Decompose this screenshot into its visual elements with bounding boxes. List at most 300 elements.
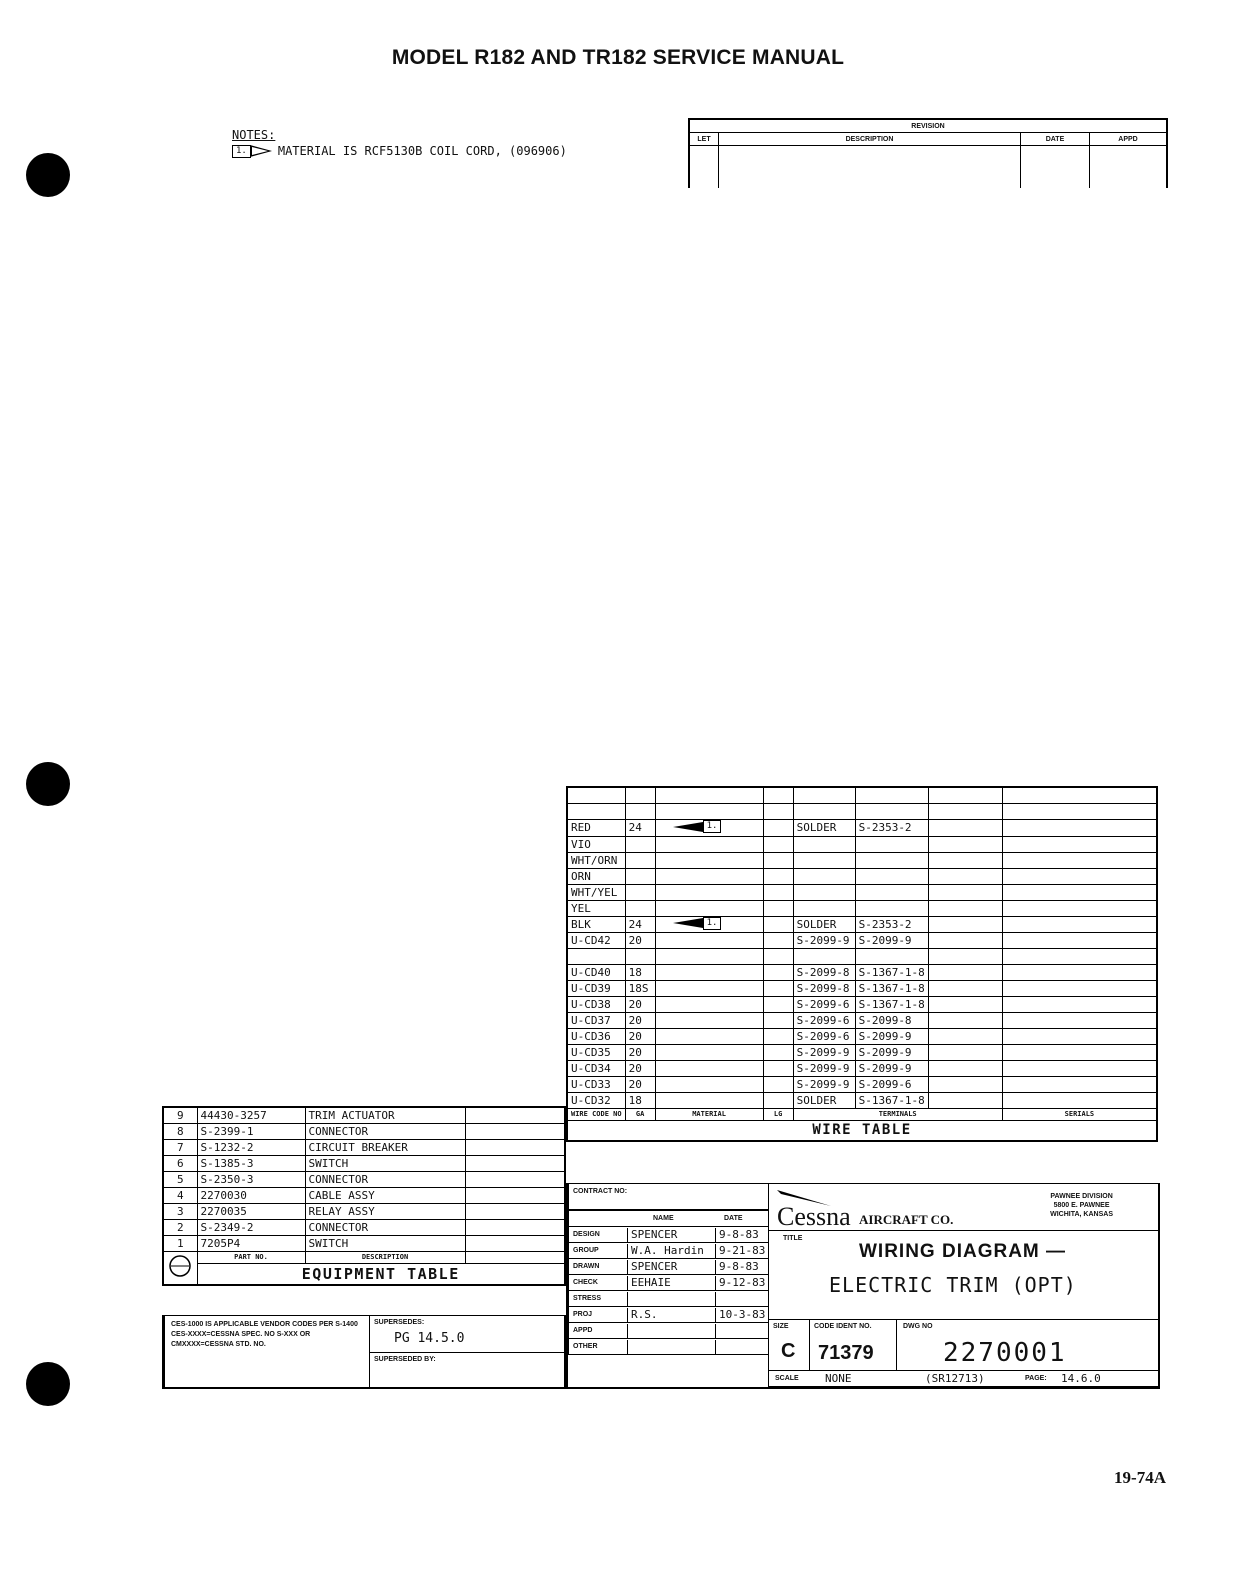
table-row bbox=[567, 836, 1157, 852]
wire-code: U-CD38 bbox=[567, 997, 625, 1013]
equip-desc: CONNECTOR bbox=[305, 1124, 465, 1140]
equip-extra bbox=[465, 1107, 565, 1124]
supersedes-label: SUPERSEDES: bbox=[374, 1319, 425, 1326]
wire-terminal-b: S-2099-9 bbox=[855, 933, 928, 949]
revision-title: REVISION bbox=[689, 119, 1167, 133]
name-label: NAME bbox=[653, 1215, 674, 1222]
wire-lg bbox=[763, 1029, 793, 1045]
wire-material bbox=[655, 836, 763, 852]
size-cell bbox=[768, 1319, 810, 1371]
table-row bbox=[567, 1013, 1157, 1029]
superseded-by-label: SUPERSEDED BY: bbox=[374, 1356, 436, 1363]
equip-item: 2 bbox=[163, 1220, 197, 1236]
wire-material bbox=[655, 997, 763, 1013]
supersedes-value: PG 14.5.0 bbox=[394, 1331, 465, 1346]
wire-extra bbox=[928, 949, 1002, 965]
signoff-role: CHECK bbox=[573, 1279, 598, 1286]
revision-col-date: DATE bbox=[1021, 133, 1090, 146]
wire-extra bbox=[928, 965, 1002, 981]
equip-item: 3 bbox=[163, 1204, 197, 1220]
equip-extra bbox=[465, 1124, 565, 1140]
drawing-title: WIRING DIAGRAM — bbox=[859, 1241, 1067, 1262]
wire-material bbox=[655, 949, 763, 965]
wire-material bbox=[655, 852, 763, 868]
equip-part: 2270035 bbox=[197, 1204, 305, 1220]
wire-extra bbox=[928, 820, 1002, 837]
wire-ga bbox=[625, 836, 655, 852]
wire-code: WHT/ORN bbox=[567, 852, 625, 868]
equip-desc: CONNECTOR bbox=[305, 1220, 465, 1236]
wire-terminal-a: S-2099-9 bbox=[793, 1061, 855, 1077]
equip-extra bbox=[465, 1172, 565, 1188]
wire-serials bbox=[1002, 868, 1157, 884]
equip-desc: SWITCH bbox=[305, 1156, 465, 1172]
signoff-date bbox=[715, 1340, 719, 1354]
wire-terminal-a bbox=[793, 900, 855, 916]
wire-extra bbox=[928, 1029, 1002, 1045]
wire-terminal-a: S-2099-8 bbox=[793, 965, 855, 981]
wire-ga bbox=[625, 884, 655, 900]
wire-extra bbox=[928, 1093, 1002, 1109]
equip-desc: TRIM ACTUATOR bbox=[305, 1107, 465, 1124]
date-label: DATE bbox=[724, 1215, 743, 1222]
company-suffix: AIRCRAFT CO. bbox=[859, 1212, 954, 1227]
page-number: 19-74A bbox=[1114, 1468, 1166, 1487]
wire-terminal-b bbox=[855, 884, 928, 900]
wire-code: U-CD39 bbox=[567, 981, 625, 997]
revision-col-appd: APPD bbox=[1090, 133, 1168, 146]
wire-material bbox=[655, 900, 763, 916]
contract-label: CONTRACT NO: bbox=[573, 1188, 628, 1195]
signoff-role: DESIGN bbox=[573, 1231, 600, 1238]
table-row bbox=[163, 1236, 565, 1252]
wire-extra bbox=[928, 1077, 1002, 1093]
signoff-role: STRESS bbox=[573, 1295, 602, 1302]
wire-extra bbox=[928, 884, 1002, 900]
wire-code: BLK bbox=[567, 916, 625, 933]
wire-lg bbox=[763, 965, 793, 981]
wire-material bbox=[655, 933, 763, 949]
punch-hole-icon bbox=[26, 1362, 70, 1406]
size-label: SIZE bbox=[773, 1323, 789, 1330]
equip-item: 9 bbox=[163, 1107, 197, 1124]
wire-terminal-a: S-2099-6 bbox=[793, 1013, 855, 1029]
wire-extra bbox=[928, 916, 1002, 933]
equip-desc: CIRCUIT BREAKER bbox=[305, 1140, 465, 1156]
title-cell bbox=[768, 1230, 1160, 1320]
wire-code: VIO bbox=[567, 836, 625, 852]
equip-extra bbox=[465, 1220, 565, 1236]
page-title: MODEL R182 AND TR182 SERVICE MANUAL bbox=[391, 46, 845, 69]
punch-hole-icon bbox=[26, 762, 70, 806]
table-row bbox=[567, 965, 1157, 981]
sr-value: (SR12713) bbox=[925, 1372, 985, 1385]
wire-terminal-b: S-2353-2 bbox=[855, 820, 928, 837]
page-value: 14.6.0 bbox=[1061, 1372, 1101, 1385]
wire-serials bbox=[1002, 997, 1157, 1013]
wire-table-title: WIRE TABLE bbox=[567, 1121, 1157, 1142]
wire-extra bbox=[928, 836, 1002, 852]
equip-extra bbox=[465, 1156, 565, 1172]
superseded-by-cell bbox=[369, 1352, 566, 1389]
equip-item: 5 bbox=[163, 1172, 197, 1188]
table-row bbox=[567, 933, 1157, 949]
wire-col-ga: GA bbox=[625, 1109, 655, 1121]
equip-desc: CABLE ASSY bbox=[305, 1188, 465, 1204]
wire-ga: 18S bbox=[625, 981, 655, 997]
signoff-role: DRAWN bbox=[573, 1263, 600, 1270]
wire-lg bbox=[763, 933, 793, 949]
equipment-table-title: EQUIPMENT TABLE bbox=[197, 1264, 565, 1286]
wire-terminal-a: S-2099-9 bbox=[793, 1077, 855, 1093]
wire-terminal-a: S-2099-9 bbox=[793, 933, 855, 949]
address-line-1: 5800 E. PAWNEE bbox=[1053, 1202, 1110, 1209]
equip-item: 8 bbox=[163, 1124, 197, 1140]
code-ident-value: 71379 bbox=[818, 1342, 874, 1364]
signoff-row bbox=[568, 1259, 769, 1275]
table-row bbox=[163, 1107, 565, 1124]
table-row bbox=[567, 1093, 1157, 1109]
wire-lg bbox=[763, 916, 793, 933]
note-text: MATERIAL IS RCF5130B COIL CORD, (096906) bbox=[277, 144, 567, 158]
wire-terminal-a: S-2099-8 bbox=[793, 981, 855, 997]
signoff-name bbox=[627, 1340, 631, 1354]
wire-material: 1. bbox=[655, 916, 763, 933]
table-row bbox=[567, 1061, 1157, 1077]
signoff-role: APPD bbox=[573, 1327, 593, 1334]
wire-code: U-CD36 bbox=[567, 1029, 625, 1045]
table-row bbox=[163, 1156, 565, 1172]
wire-extra bbox=[928, 1013, 1002, 1029]
wire-col-code: WIRE CODE NO bbox=[567, 1109, 625, 1121]
wire-terminal-b: S-1367-1-8 bbox=[855, 965, 928, 981]
code-ident-cell bbox=[809, 1319, 897, 1371]
wire-terminal-a: S-2099-9 bbox=[793, 1045, 855, 1061]
equip-part: S-1232-2 bbox=[197, 1140, 305, 1156]
revision-col-let: LET bbox=[689, 133, 719, 146]
company-cell bbox=[768, 1183, 1160, 1231]
equipment-table bbox=[162, 1106, 566, 1286]
signoff-header bbox=[568, 1210, 769, 1227]
signoff-name: SPENCER bbox=[627, 1260, 677, 1274]
wire-terminal-a: S-2099-6 bbox=[793, 1029, 855, 1045]
wire-ga: 24 bbox=[625, 916, 655, 933]
wire-lg bbox=[763, 1045, 793, 1061]
wire-ga: 20 bbox=[625, 933, 655, 949]
wire-material bbox=[655, 1061, 763, 1077]
dwg-no-value: 2270001 bbox=[943, 1338, 1067, 1368]
table-row bbox=[567, 916, 1157, 933]
wire-lg bbox=[763, 884, 793, 900]
table-row bbox=[567, 949, 1157, 965]
wire-terminal-a bbox=[793, 836, 855, 852]
wire-material bbox=[655, 965, 763, 981]
table-row bbox=[567, 884, 1157, 900]
page-label: PAGE: bbox=[1025, 1375, 1047, 1382]
wire-material bbox=[655, 868, 763, 884]
equip-item: 4 bbox=[163, 1188, 197, 1204]
wire-code: U-CD35 bbox=[567, 1045, 625, 1061]
wire-ga: 20 bbox=[625, 1045, 655, 1061]
wire-col-serials: SERIALS bbox=[1002, 1109, 1157, 1121]
signoff-date: 9-21-83 bbox=[715, 1244, 765, 1258]
signoff-row bbox=[568, 1227, 769, 1243]
signoff-row bbox=[568, 1275, 769, 1291]
wire-ga: 18 bbox=[625, 965, 655, 981]
wire-code: U-CD34 bbox=[567, 1061, 625, 1077]
equip-extra bbox=[465, 1236, 565, 1252]
wire-ga: 20 bbox=[625, 1029, 655, 1045]
wire-code: U-CD37 bbox=[567, 1013, 625, 1029]
revision-col-description: DESCRIPTION bbox=[719, 133, 1021, 146]
wire-code: WHT/YEL bbox=[567, 884, 625, 900]
signoff-row bbox=[568, 1307, 769, 1323]
signoff-name: SPENCER bbox=[627, 1228, 677, 1242]
wire-code: U-CD32 bbox=[567, 1093, 625, 1109]
signoff-row bbox=[568, 1243, 769, 1259]
wire-terminal-a bbox=[793, 852, 855, 868]
signoff-row bbox=[568, 1339, 769, 1355]
wire-code: U-CD33 bbox=[567, 1077, 625, 1093]
ces-block bbox=[162, 1315, 566, 1389]
wire-terminal-a bbox=[793, 868, 855, 884]
supersedes-cell bbox=[369, 1315, 566, 1353]
signoff-date: 9-8-83 bbox=[715, 1260, 759, 1274]
wire-serials bbox=[1002, 1061, 1157, 1077]
table-row bbox=[163, 1220, 565, 1236]
wire-material: 1. bbox=[655, 820, 763, 837]
division: PAWNEE DIVISION bbox=[1050, 1193, 1113, 1200]
table-row bbox=[567, 981, 1157, 997]
wire-col-material: MATERIAL bbox=[655, 1109, 763, 1121]
wire-material bbox=[655, 1029, 763, 1045]
wire-material bbox=[655, 1077, 763, 1093]
wire-lg bbox=[763, 852, 793, 868]
wire-lg bbox=[763, 997, 793, 1013]
wire-lg bbox=[763, 949, 793, 965]
wire-ga bbox=[625, 852, 655, 868]
wire-lg bbox=[763, 900, 793, 916]
wire-material bbox=[655, 1013, 763, 1029]
flag-number: 1. bbox=[232, 145, 251, 158]
wire-serials bbox=[1002, 1077, 1157, 1093]
equip-part: 2270030 bbox=[197, 1188, 305, 1204]
wire-serials bbox=[1002, 916, 1157, 933]
wire-extra bbox=[928, 981, 1002, 997]
wire-serials bbox=[1002, 981, 1157, 997]
title-block bbox=[566, 1183, 1160, 1389]
wire-ga: 20 bbox=[625, 1077, 655, 1093]
wire-extra bbox=[928, 933, 1002, 949]
scale-row bbox=[768, 1370, 1160, 1387]
signoff-name: EEHAIE bbox=[627, 1276, 671, 1290]
table-row bbox=[163, 1140, 565, 1156]
equip-part: S-2349-2 bbox=[197, 1220, 305, 1236]
equip-col-part: PART NO. bbox=[197, 1252, 305, 1264]
dwg-no-cell bbox=[896, 1319, 1160, 1371]
signoff-date: 10-3-83 bbox=[715, 1308, 765, 1322]
wire-terminal-b: S-2099-6 bbox=[855, 1077, 928, 1093]
equip-extra bbox=[465, 1188, 565, 1204]
table-row bbox=[567, 868, 1157, 884]
wire-lg bbox=[763, 1013, 793, 1029]
wire-material bbox=[655, 1093, 763, 1109]
wire-lg bbox=[763, 1093, 793, 1109]
signoff-row bbox=[568, 1291, 769, 1307]
wire-material bbox=[655, 1045, 763, 1061]
wire-terminal-b bbox=[855, 836, 928, 852]
wire-lg bbox=[763, 1077, 793, 1093]
item-no-icon bbox=[163, 1252, 197, 1286]
equip-col-description: DESCRIPTION bbox=[305, 1252, 465, 1264]
wire-ga: 24 bbox=[625, 820, 655, 837]
wire-terminal-b: S-1367-1-8 bbox=[855, 997, 928, 1013]
table-row bbox=[567, 820, 1157, 837]
signoff-row bbox=[568, 1323, 769, 1339]
flag-note-icon bbox=[232, 145, 272, 158]
wire-ga: 20 bbox=[625, 997, 655, 1013]
table-row bbox=[163, 1188, 565, 1204]
revision-table bbox=[688, 118, 1168, 188]
signoff-name bbox=[627, 1292, 631, 1306]
table-row bbox=[163, 1204, 565, 1220]
wire-code: U-CD42 bbox=[567, 933, 625, 949]
table-row bbox=[567, 1045, 1157, 1061]
wire-terminal-b: S-1367-1-8 bbox=[855, 1093, 928, 1109]
notes-block bbox=[232, 128, 567, 158]
address-line-2: WICHITA, KANSAS bbox=[1050, 1211, 1113, 1218]
table-row bbox=[567, 1077, 1157, 1093]
equip-part: S-2399-1 bbox=[197, 1124, 305, 1140]
wire-serials bbox=[1002, 852, 1157, 868]
wire-ga bbox=[625, 900, 655, 916]
wire-material bbox=[655, 884, 763, 900]
wire-terminal-a: SOLDER bbox=[793, 1093, 855, 1109]
signoff-date: 9-8-83 bbox=[715, 1228, 759, 1242]
wire-terminal-b: S-2099-9 bbox=[855, 1029, 928, 1045]
wire-serials bbox=[1002, 965, 1157, 981]
wire-code: RED bbox=[567, 820, 625, 837]
wire-terminal-b: S-2099-9 bbox=[855, 1045, 928, 1061]
signoff-role: GROUP bbox=[573, 1247, 599, 1254]
wire-ga: 18 bbox=[625, 1093, 655, 1109]
drawing-subtitle: ELECTRIC TRIM (OPT) bbox=[829, 1273, 1077, 1297]
company-logo: Cessna bbox=[777, 1202, 851, 1231]
wire-code: U-CD40 bbox=[567, 965, 625, 981]
wire-terminal-b: S-2099-9 bbox=[855, 1061, 928, 1077]
table-row bbox=[567, 997, 1157, 1013]
wire-terminal-b bbox=[855, 868, 928, 884]
wire-serials bbox=[1002, 933, 1157, 949]
wire-serials bbox=[1002, 1045, 1157, 1061]
wire-serials bbox=[1002, 836, 1157, 852]
wire-col-terminals: TERMINALS bbox=[793, 1109, 1002, 1121]
ces-note: CES-1000 IS APPLICABLE VENDOR CODES PER S-1400 CES-XXXX=CESSNA SPEC. NO S-XXX OR CMXXXX=CESSNA STD. NO. bbox=[164, 1315, 370, 1389]
dwg-no-label: DWG NO bbox=[903, 1323, 933, 1330]
wire-table bbox=[566, 786, 1158, 1142]
signoff-name: W.A. Hardin bbox=[627, 1244, 704, 1258]
wire-terminal-b: S-2353-2 bbox=[855, 916, 928, 933]
wire-lg bbox=[763, 1061, 793, 1077]
wire-serials bbox=[1002, 1013, 1157, 1029]
wire-ga bbox=[625, 949, 655, 965]
wire-extra bbox=[928, 868, 1002, 884]
table-row bbox=[163, 1172, 565, 1188]
equip-extra bbox=[465, 1204, 565, 1220]
wire-extra bbox=[928, 900, 1002, 916]
signoff-role: OTHER bbox=[573, 1343, 598, 1350]
wire-lg bbox=[763, 868, 793, 884]
wire-serials bbox=[1002, 1093, 1157, 1109]
wire-extra bbox=[928, 852, 1002, 868]
signoff-date bbox=[715, 1292, 719, 1306]
equip-desc: RELAY ASSY bbox=[305, 1204, 465, 1220]
wire-extra bbox=[928, 1045, 1002, 1061]
equip-part: S-1385-3 bbox=[197, 1156, 305, 1172]
equip-item: 7 bbox=[163, 1140, 197, 1156]
signoff-role: PROJ bbox=[573, 1311, 593, 1318]
punch-hole-icon bbox=[26, 153, 70, 197]
equip-desc: CONNECTOR bbox=[305, 1172, 465, 1188]
scale-label: SCALE bbox=[775, 1375, 799, 1382]
signoff-name: R.S. bbox=[627, 1308, 658, 1322]
wire-ga: 20 bbox=[625, 1013, 655, 1029]
equip-part: 7205P4 bbox=[197, 1236, 305, 1252]
scale-value: NONE bbox=[825, 1372, 852, 1385]
equip-item: 6 bbox=[163, 1156, 197, 1172]
wire-terminal-b bbox=[855, 852, 928, 868]
wire-lg bbox=[763, 981, 793, 997]
contract-cell bbox=[568, 1183, 769, 1210]
table-row bbox=[163, 1124, 565, 1140]
wire-serials bbox=[1002, 949, 1157, 965]
wire-code: ORN bbox=[567, 868, 625, 884]
wire-serials bbox=[1002, 820, 1157, 837]
wire-terminal-a: S-2099-6 bbox=[793, 997, 855, 1013]
wire-material bbox=[655, 981, 763, 997]
signoff-date: 9-12-83 bbox=[715, 1276, 765, 1290]
wire-lg bbox=[763, 820, 793, 837]
wire-col-lg: LG bbox=[763, 1109, 793, 1121]
note-item bbox=[232, 144, 567, 158]
wire-serials bbox=[1002, 1029, 1157, 1045]
equip-desc: SWITCH bbox=[305, 1236, 465, 1252]
table-row bbox=[567, 900, 1157, 916]
wire-ga: 20 bbox=[625, 1061, 655, 1077]
wire-terminal-b: S-1367-1-8 bbox=[855, 981, 928, 997]
notes-label: NOTES: bbox=[232, 128, 276, 142]
address-block bbox=[1050, 1192, 1113, 1219]
equip-part: S-2350-3 bbox=[197, 1172, 305, 1188]
wire-terminal-a: SOLDER bbox=[793, 820, 855, 837]
wire-terminal-a bbox=[793, 884, 855, 900]
wire-terminal-a bbox=[793, 949, 855, 965]
title-label: TITLE bbox=[783, 1235, 803, 1242]
equip-part: 44430-3257 bbox=[197, 1107, 305, 1124]
wire-ga bbox=[625, 868, 655, 884]
wire-terminal-b bbox=[855, 949, 928, 965]
wire-terminal-b bbox=[855, 900, 928, 916]
size-value: C bbox=[781, 1340, 796, 1362]
wire-extra bbox=[928, 1061, 1002, 1077]
wire-extra bbox=[928, 997, 1002, 1013]
wire-serials bbox=[1002, 884, 1157, 900]
signoff-date bbox=[715, 1324, 719, 1338]
code-ident-label: CODE IDENT NO. bbox=[814, 1323, 872, 1330]
wire-terminal-b: S-2099-8 bbox=[855, 1013, 928, 1029]
equip-extra bbox=[465, 1140, 565, 1156]
wire-code: YEL bbox=[567, 900, 625, 916]
